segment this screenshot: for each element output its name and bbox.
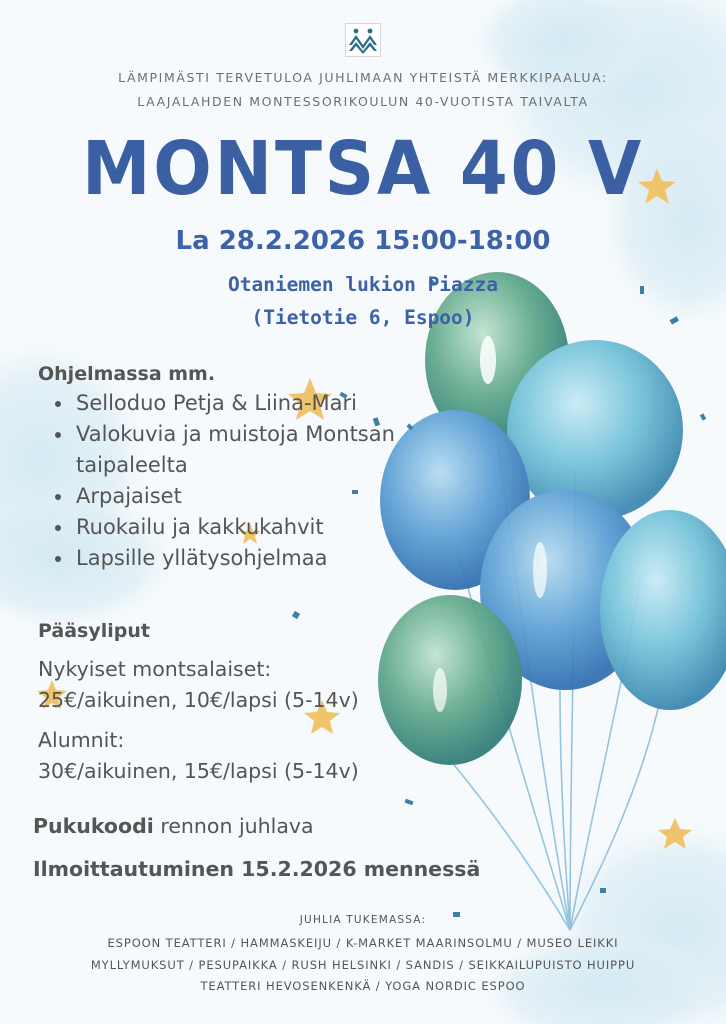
current-students-label: Nykyiset montsalaiset:: [38, 657, 272, 681]
alumni-label: Alumnit:: [38, 728, 125, 752]
sponsors-list: [0, 933, 726, 998]
program-item: • Arpajaiset: [74, 481, 414, 512]
event-datetime: La 28.2.2026 15:00-18:00: [175, 226, 551, 256]
intro-line-1: LÄMPIMÄSTI TERVETULOA JUHLIMAAN YHTEISTÄ MERKKIPAALUA:: [118, 70, 608, 85]
alumni-price: 30€/aikuinen, 15€/lapsi (5-14v): [38, 759, 359, 783]
balloon-cluster: [378, 272, 726, 765]
registration-deadline: Ilmoittautuminen 15.2.2026 mennessä: [33, 857, 481, 881]
program-list: [32, 388, 414, 574]
school-logo-icon: [345, 23, 381, 57]
program-item: • Ruokailu ja kakkukahvit: [74, 512, 414, 543]
tickets-heading: Pääsyliput: [38, 620, 150, 642]
sponsors-line: ESPOON TEATTERI / HAMMASKEIJU / K-MARKET MAARINSOLMU / MUSEO LEIKKI: [107, 936, 619, 950]
dress-code-label: Pukukoodi: [33, 814, 154, 838]
dress-code-value: rennon juhlava: [160, 814, 314, 838]
sponsors-heading: JUHLIA TUKEMASSA:: [299, 914, 427, 926]
venue-address: (Tietotie 6, Espoo): [251, 306, 475, 329]
intro-line-2: LAAJALAHDEN MONTESSORIKOULUN 40-VUOTISTA TAIVALTA: [137, 94, 589, 109]
event-title: MONTSA 40 V: [81, 126, 644, 212]
sponsors-line: TEATTERI HEVOSENKENKÄ / YOGA NORDIC ESPOO: [200, 979, 526, 993]
current-students-price: 25€/aikuinen, 10€/lapsi (5-14v): [38, 688, 359, 712]
balloon-green-bottom: [378, 595, 522, 765]
venue-name: Otaniemen lukion Piazza: [227, 273, 499, 296]
dress-code: [33, 814, 314, 838]
program-item: • Lapsille yllätysohjelmaa: [74, 543, 414, 574]
sponsors-line: MYLLYMUKSUT / PESUPAIKKA / RUSH HELSINKI / SANDIS / SEIKKAILUPUISTO HUIPPU: [90, 957, 636, 972]
program-item: • Selloduo Petja & Liina-Mari: [74, 388, 414, 419]
balloon-blue-top-right: [507, 340, 683, 520]
program-item: • Valokuvia ja muistoja Montsan taipaleelta: [74, 419, 414, 481]
program-heading: Ohjelmassa mm.: [38, 363, 216, 385]
